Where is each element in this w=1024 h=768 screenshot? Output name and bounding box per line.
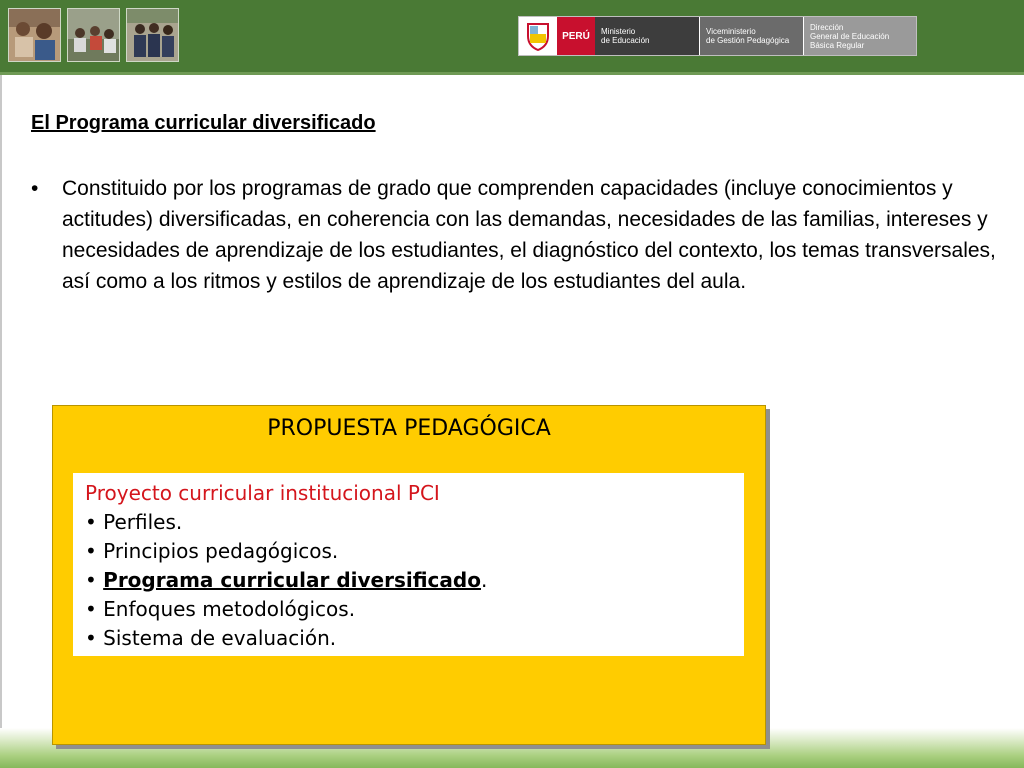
list-item-principios: • Principios pedagógicos. <box>85 539 339 563</box>
list-item-perfiles: • Perfiles. <box>85 510 183 534</box>
pci-title: Proyecto curricular institucional PCI <box>85 481 440 505</box>
bullet-marker: • <box>31 177 39 200</box>
left-border <box>0 75 2 768</box>
list-item-enfoques: • Enfoques metodológicos. <box>85 597 356 621</box>
ministry-label: Ministerio de Educación <box>595 17 699 55</box>
photo-students <box>126 8 179 62</box>
section-heading: El Programa curricular diversificado <box>31 112 376 134</box>
photo-children <box>8 8 61 62</box>
directorate-label: Dirección General de Educación Básica Regular <box>803 17 916 55</box>
proposal-title: PROPUESTA PEDAGÓGICA <box>267 416 551 441</box>
proposal-panel <box>52 405 766 745</box>
country-label: PERÚ <box>557 17 595 55</box>
list-item-programa: • Programa curricular diversificado. <box>85 568 488 592</box>
photo-classroom <box>67 8 120 62</box>
bullet-paragraph: Constituido por los programas de grado que comprenden capacidades (incluye conocimientos y actitudes) diversificadas, en coherencia con las demandas, necesidades de las familias, intereses y necesidades de aprendizaje de los estudiantes, el diagnóstico del contexto, los temas transversales, así como a los ritmos y estilos de aprendizaje de los estudiantes del aula. <box>62 177 996 293</box>
coat-of-arms-icon <box>519 17 557 55</box>
header-divider <box>0 72 1024 75</box>
list-item-sistema: • Sistema de evaluación. <box>85 626 337 650</box>
vice-ministry-label: Viceministerio de Gestión Pedagógica <box>699 17 803 55</box>
ministry-logo-banner <box>518 16 917 56</box>
highlighted-programa-text: Programa curricular diversificado <box>103 568 481 592</box>
pci-list-box <box>73 473 744 656</box>
